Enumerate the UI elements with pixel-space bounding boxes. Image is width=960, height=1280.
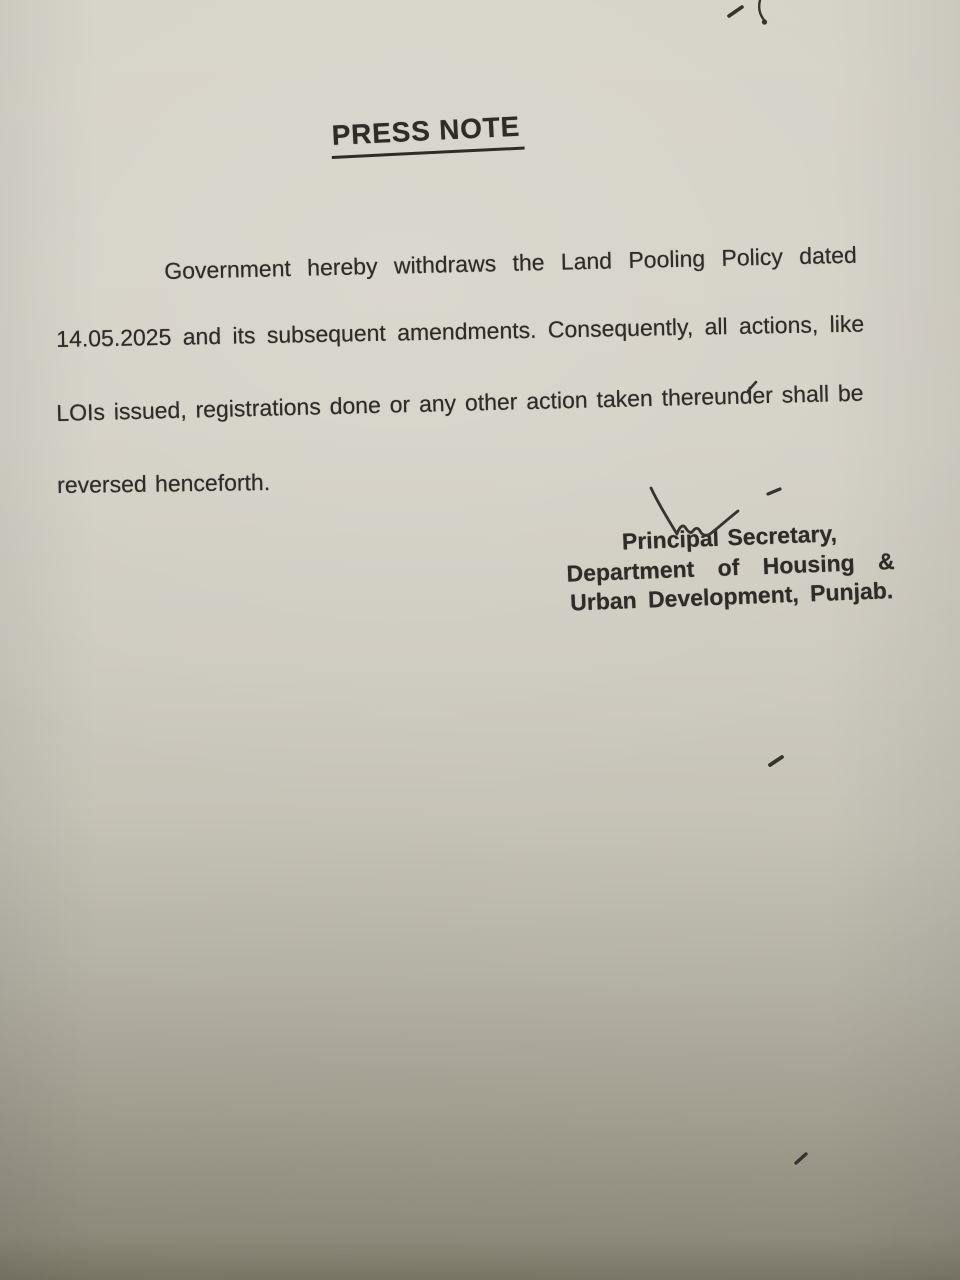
- pen-mark-top-slash: [729, 7, 742, 16]
- pen-mark-top-stroke: [759, 0, 764, 20]
- pen-mark-dash: [768, 489, 780, 494]
- body-line: 14.05.2025 and its subsequent amendments. Consequently, all actions, like: [56, 310, 865, 352]
- body-line: Government hereby withdraws the Land Pooling Policy dated: [164, 241, 858, 284]
- page-title-text: PRESS NOTE: [330, 111, 525, 159]
- pen-mark-lower: [796, 1154, 806, 1163]
- body-line: reversed henceforth.: [57, 469, 271, 498]
- page-title: [330, 111, 525, 159]
- signature-block: [556, 517, 905, 619]
- pen-mark-top-dot: [762, 19, 767, 24]
- signatory-region: Urban Development, Punjab.: [569, 577, 894, 616]
- pen-mark-mid: [770, 757, 782, 765]
- signatory-title: Principal Secretary,: [621, 520, 838, 555]
- body-line: LOIs issued, registrations done or any other action taken thereunder shall be: [56, 379, 864, 426]
- signatory-department: Department of Housing &: [566, 547, 896, 587]
